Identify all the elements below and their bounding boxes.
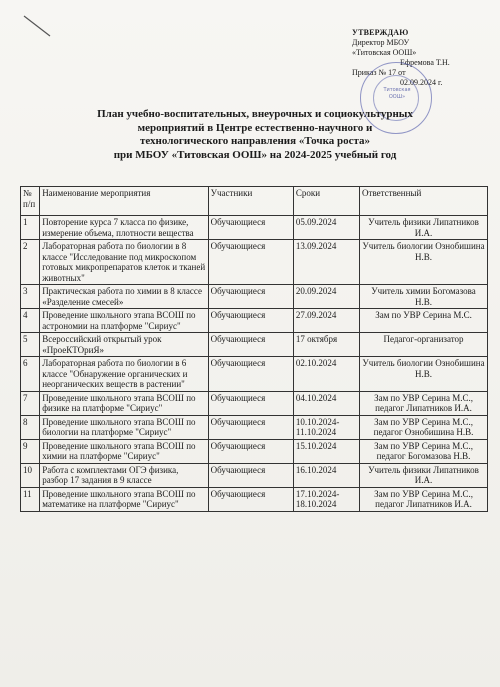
table-row <box>21 357 488 392</box>
title-line-2: мероприятий в Центре естественно-научного и <box>137 121 373 134</box>
approval-title: УТВЕРЖДАЮ <box>352 28 409 37</box>
table-row <box>21 285 488 309</box>
row-participants: Обучающиеся <box>208 391 293 415</box>
row-responsible: Учитель биологии Ознобишина Н.В. <box>360 357 488 392</box>
title-line-1: План учебно-воспитательных, внеурочных и социокультурных <box>97 108 413 120</box>
row-dates: 10.10.2024-11.10.2024 <box>293 415 359 439</box>
row-event-name: Проведение школьного этапа ВСОШ по биологии на платформе "Сириус" <box>40 415 208 439</box>
stamp-text <box>361 87 433 101</box>
row-number: 9 <box>21 439 40 463</box>
table-row <box>21 391 488 415</box>
table-row <box>21 415 488 439</box>
table-row <box>21 463 488 487</box>
row-responsible: Учитель биологии Ознобишина Н.В. <box>360 240 488 285</box>
header-participants: Участники <box>208 187 293 216</box>
table-header-row <box>21 187 488 216</box>
approval-school: «Титовская ООШ» <box>352 48 417 57</box>
row-number: 5 <box>21 333 40 357</box>
row-dates: 15.10.2024 <box>293 439 359 463</box>
table-row <box>21 240 488 285</box>
row-dates: 17 октября <box>293 333 359 357</box>
row-responsible: Зам по УВР Серина М.С., педагог Ознобишина Н.В. <box>360 415 488 439</box>
row-number: 6 <box>21 357 40 392</box>
row-responsible: Зам по УВР Серина М.С., педагог Богомазова Н.В. <box>360 439 488 463</box>
row-participants: Обучающиеся <box>208 487 293 511</box>
row-dates: 16.10.2024 <box>293 463 359 487</box>
table-row <box>21 439 488 463</box>
row-responsible: Зам по УВР Серина М.С., педагог Липатников И.А. <box>360 487 488 511</box>
row-participants: Обучающиеся <box>208 216 293 240</box>
row-responsible: Педагог-организатор <box>360 333 488 357</box>
pen-mark <box>20 12 60 42</box>
row-dates: 17.10.2024-18.10.2024 <box>293 487 359 511</box>
row-number: 11 <box>21 487 40 511</box>
row-dates: 20.09.2024 <box>293 285 359 309</box>
row-event-name: Лабораторная работа по биологии в 6 классе "Обнаружение органических и неорганических веществ в растении" <box>40 357 208 392</box>
row-participants: Обучающиеся <box>208 240 293 285</box>
row-participants: Обучающиеся <box>208 463 293 487</box>
row-participants: Обучающиеся <box>208 333 293 357</box>
row-dates: 27.09.2024 <box>293 309 359 333</box>
stamp-line-2: ООШ» <box>388 94 406 100</box>
title-line-4: при МБОУ «Титовская ООШ» на 2024-2025 учебный год <box>113 148 397 161</box>
approval-director-name: Ефремова Т.Н. <box>400 58 450 67</box>
header-event-name: Наименование мероприятия <box>40 187 208 216</box>
table-row <box>21 333 488 357</box>
table-row <box>21 487 488 511</box>
approval-order: Приказ № 17 от <box>352 68 406 77</box>
approval-date: 02.09.2024 г. <box>400 78 443 87</box>
row-dates: 04.10.2024 <box>293 391 359 415</box>
row-participants: Обучающиеся <box>208 439 293 463</box>
header-responsible: Ответственный <box>360 187 488 216</box>
row-dates: 13.09.2024 <box>293 240 359 285</box>
row-event-name: Лабораторная работа по биологии в 8 классе "Исследование под микроскопом готовых микропрепаратов клеток и тканей животных" <box>40 240 208 285</box>
document-title <box>20 108 490 162</box>
row-event-name: Проведение школьного этапа ВСОШ по физике на платформе "Сириус" <box>40 391 208 415</box>
row-event-name: Всероссийский открытый урок «ПроеКТОриЯ» <box>40 333 208 357</box>
row-responsible: Зам по УВР Серина М.С. <box>360 309 488 333</box>
row-dates: 05.09.2024 <box>293 216 359 240</box>
row-event-name: Проведение школьного этапа ВСОШ по астрономии на платформе "Сириус" <box>40 309 208 333</box>
row-event-name: Работа с комплектами ОГЭ физика, разбор 17 задания в 9 классе <box>40 463 208 487</box>
row-responsible: Учитель физики Липатников И.А. <box>360 216 488 240</box>
row-responsible: Зам по УВР Серина М.С., педагог Липатников И.А. <box>360 391 488 415</box>
row-participants: Обучающиеся <box>208 309 293 333</box>
row-participants: Обучающиеся <box>208 415 293 439</box>
row-event-name: Повторение курса 7 класса по физике, измерение объема, плотности вещества <box>40 216 208 240</box>
header-number: № п/п <box>21 187 40 216</box>
row-event-name: Проведение школьного этапа ВСОШ по химии на платформе "Сириус" <box>40 439 208 463</box>
row-number: 1 <box>21 216 40 240</box>
events-table <box>20 186 488 512</box>
row-responsible: Учитель химии Богомазова Н.В. <box>360 285 488 309</box>
approval-position: Директор МБОУ <box>352 38 410 47</box>
row-participants: Обучающиеся <box>208 357 293 392</box>
row-participants: Обучающиеся <box>208 285 293 309</box>
row-responsible: Учитель физики Липатников И.А. <box>360 463 488 487</box>
row-dates: 02.10.2024 <box>293 357 359 392</box>
table-row <box>21 216 488 240</box>
stamp-line-1: Титовская <box>383 87 411 93</box>
header-dates: Сроки <box>293 187 359 216</box>
title-line-3: технологического направления «Точка роста» <box>139 135 371 147</box>
row-event-name: Практическая работа по химии в 8 классе «Разделение смесей» <box>40 285 208 309</box>
row-event-name: Проведение школьного этапа ВСОШ по математике на платформе "Сириус" <box>40 487 208 511</box>
row-number: 3 <box>21 285 40 309</box>
row-number: 8 <box>21 415 40 439</box>
row-number: 10 <box>21 463 40 487</box>
table-row <box>21 309 488 333</box>
row-number: 2 <box>21 240 40 285</box>
row-number: 7 <box>21 391 40 415</box>
row-number: 4 <box>21 309 40 333</box>
